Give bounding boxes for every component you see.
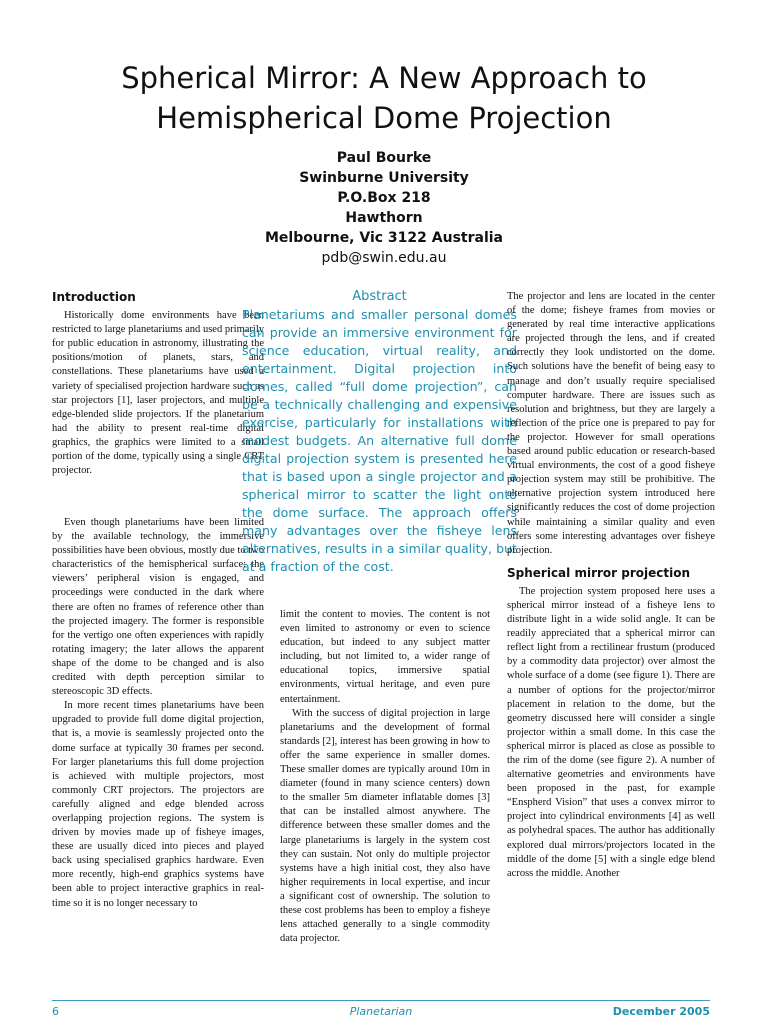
page-number: 6	[52, 1005, 59, 1018]
intro-paragraph-1: Historically dome environments have been restricted to large planetariums and used primarily for public education in astronomy, illustrating the positions/motion of planets, stars, and constellations. These planetariums have used a variety of specialised projection hardware such as star projectors [1], laser projectors, and multiple edge-blended slide projectors. If the planetarium had the ability to present real-time digital graphics, the graphics were limited to a small portion of the dome, typically using a single CRT projector.	[52, 310, 264, 477]
intro-paragraph-3: In more recent times planetariums have been upgraded to provide full dome digital projection, that is, a movie is seamlessly projected onto the dome surface at typically 30 frames per second. For larger planetariums this full dome projection is achieved with multiple projectors, most commonly CRT projectors. The projectors are carefully aligned and edge blended across overlapping projection regions. The system is driven by movies made up of fisheye images, these are usually diced into pieces and played back using specialised graphics hardware. Even more recently, high-end graphics systems have been able to project interactive graphics in real-time so it is no longer necessary to	[52, 700, 264, 909]
abstract-box	[242, 288, 517, 576]
column-1-upper	[52, 290, 264, 478]
author-region: Melbourne, Vic 3122 Australia	[264, 230, 503, 246]
column-2	[280, 608, 490, 946]
column-2-paragraph-2: With the success of digital projection in large planetariums and the development of formal standards [2], interest has been growing in how to offer the same experience in smaller domes. These smaller domes are typically around 10m in diameter (found in many science centers) down to the smaller 5m diameter inflatable domes [3] that can be installed almost anywhere. The difference between these smaller domes and the large planetariums is largely in the system cost they can sustain. Not only do multiple projector systems have a high initial cost, they also have higher requirements in local expertise, and incur a significant cost of ownership. The solution to these cost problems has been to employ a fisheye lens attached generally to a single commodity data projector.	[280, 707, 490, 945]
author-block	[0, 148, 768, 268]
column-3-paragraph-2: The projection system proposed here uses a spherical mirror instead of a fisheye lens to distribute light in a wide solid angle. It can be readily appreciated that a spherical mirror can reflect light from a rectilinear frustum (produced by a commodity data projector) over almost the whole surface of a dome (see figure 1). There are a number of options for the projector/mirror placement in relation to the dome, but the geometry discussed here will consider a single projector within a small dome. In this case the spherical mirror is placed as close as possible to the rim of the dome (see figure 2). A number of alternative geometries and environments have been proposed in the past, for example “Enspherd Vision” that uses a convex mirror to project into cylindrical environments [4] as well as polyhedral spaces. The author has additionally explored dual mirrors/projectors located in the middle of the dome [5] with a single edge blend across the middle. Another	[507, 585, 715, 879]
title-line-2: Hemispherical Dome Projection	[156, 101, 612, 135]
abstract-text: Planetariums and smaller personal domes can provide an immersive environment for science education, virtual reality, and entertainment. Digital projection into domes, called “full dome projection”, can be a technically challenging and expensive exercise, particularly for installations with modest budgets. An alternative full dome digital projection system is presented here that is based upon a single projector and a spherical mirror to scatter the light onto the dome surface. The approach offers many advantages over the fisheye lens alternatives, results in a similar quality, but at a fraction of the cost.	[242, 307, 517, 574]
page-footer	[52, 1000, 710, 1018]
author-affiliation: Swinburne University	[299, 170, 469, 186]
author-city: Hawthorn	[345, 210, 423, 226]
abstract-heading: Abstract	[352, 289, 407, 304]
column-3	[507, 290, 715, 881]
author-pobox: P.O.Box 218	[337, 190, 431, 206]
column-3-paragraph-1: The projector and lens are located in the center of the dome; fisheye frames from movies or generated by real time interactive applications are projected through the lens, and if created correctly they look undistorted on the dome. Such solutions have the benefit of being easy to manage and don’t usually require specialised computer hardware. There are issues such as resolution and brightness, but they are largely a reflection of the price one is prepared to pay for the projector. However for small operations based around public education or research-based virtual environments, the cost of a good fisheye projection system may still be prohibitive. The alternative projection system introduced here significantly reduces the cost of dome projection while maintaining a similar quality and even offers some interesting advantages over fisheye projection.	[507, 291, 715, 556]
author-email[interactable]: pdb@swin.edu.au	[321, 250, 447, 266]
title-line-1: Spherical Mirror: A New Approach to	[121, 61, 647, 95]
introduction-heading: Introduction	[52, 290, 136, 304]
column-1-lower	[52, 516, 264, 911]
magazine-name: Planetarian	[349, 1005, 413, 1018]
spherical-mirror-heading: Spherical mirror projection	[507, 565, 690, 580]
issue-date: December 2005	[612, 1005, 710, 1018]
author-name: Paul Bourke	[336, 150, 432, 166]
article-title	[0, 58, 768, 138]
column-2-paragraph-1: limit the content to movies. The content is not even limited to astronomy or even to science education, but indeed to any subject matter including, but not limited to, a wider range of educational topics, immersive spatial environments, virtual heritage, and even pure entertainment.	[280, 609, 490, 705]
intro-paragraph-2: Even though planetariums have been limited by the available technology, the immersive possibilities have been obvious, mostly due to two characteristics of the hemispherical surface: the viewers’ peripheral vision is engaged, and proceedings were conducted in the dark where there are often no frames of reference other than the projected imagery. The former is responsible for the vertigo one often experiences with rapidly rotating imagery; the later allows the apparent shape of the dome to be changed and is also credited with depth perception similar to stereoscopic 3D effects.	[52, 517, 264, 698]
